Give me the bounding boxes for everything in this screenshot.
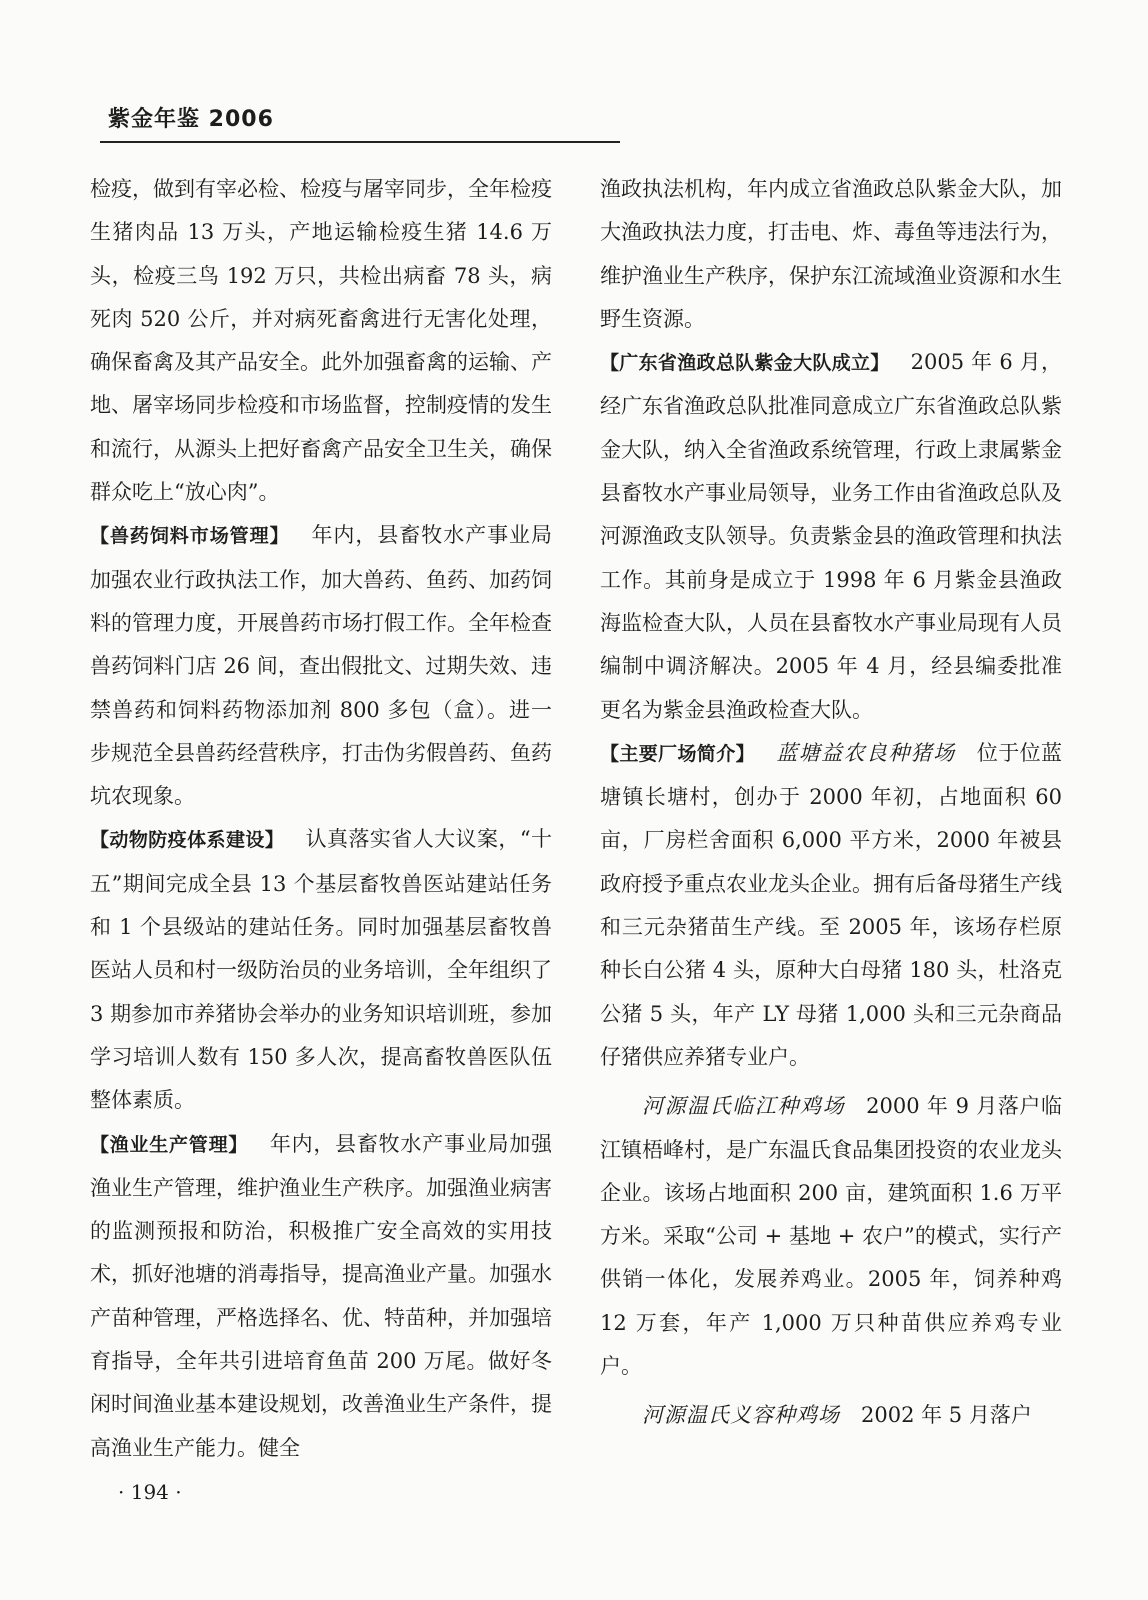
- section-paragraph: [90, 1123, 552, 1470]
- section-paragraph: [600, 341, 1062, 732]
- farm-text: 2000 年 9 月落户临江镇梧峰村，是广东温氏食品集团投资的农业龙头企业。该场占地面积 200 亩，建筑面积 1.6 万平方米。采取“公司 + 基地 + 农户”的模式，实行产供销一体化，发展养鸡业。2005 年，饲养种鸡 12 万套，年产 1,000 万只种苗供应养鸡专业户。: [600, 1094, 1062, 1379]
- paragraph: 渔政执法机构，年内成立省渔政总队紫金大队，加大渔政执法力度，打击电、炸、毒鱼等违法行为，维护渔业生产秩序，保护东江流域渔业资源和水生野生资源。: [600, 177, 1062, 331]
- running-header: 紫金年鉴 2006: [108, 107, 274, 132]
- farm-name: 河源温氏义容种鸡场: [642, 1403, 840, 1428]
- section-text: 2005 年 6 月，经广东省渔政总队批准同意成立广东省渔政总队紫金大队，纳入全省渔政系统管理，行政上隶属紫金县畜牧水产事业局领导，业务工作由省渔政总队及河源渔政支队领导。负责紫金县的渔政管理和执法工作。其前身是成立于 1998 年 6 月紫金县渔政海监检查大队，人员在县畜牧水产事业局现有人员编制中调济解决。2005 年 4 月，经县编委批准更名为紫金县渔政检查大队。: [600, 350, 1062, 722]
- section-paragraph: [600, 732, 1062, 1079]
- farm-paragraph: [600, 1085, 1062, 1388]
- section-heading: 【兽药饲料市场管理】: [90, 525, 290, 548]
- farm-name: 河源温氏临江种鸡场: [642, 1094, 846, 1119]
- farm-paragraph: [600, 1394, 1062, 1437]
- section-heading: 【动物防疫体系建设】: [90, 829, 285, 852]
- section-text: 位于位蓝塘镇长塘村，创办于 2000 年初，占地面积 60 亩，厂房栏舍面积 6,000 平方米，2000 年被县政府授予重点农业龙头企业。拥有后备母猪生产线和三元杂猪苗生产线。至 2005 年，该场存栏原种长白公猪 4 头，原种大白母猪 180 头，杜洛克公猪 5 头，年产 LY 母猪 1,000 头和三元杂商品仔猪供应养猪专业户。: [600, 740, 1062, 1069]
- section-paragraph: [90, 818, 552, 1122]
- page-number: · 194 ·: [118, 1480, 182, 1504]
- section-heading: 【渔业生产管理】: [90, 1133, 249, 1156]
- section-text: 年内，县畜牧水产事业局加强农业行政执法工作，加大兽药、鱼药、加药饲料的管理力度，开展兽药市场打假工作。全年检查兽药饲料门店 26 间，查出假批文、过期失效、违禁兽药和饲料药物添加剂 800 多包（盒）。进一步规范全县兽药经营秩序，打击伪劣假兽药、鱼药坑农现象。: [90, 523, 552, 809]
- left-column: [90, 168, 552, 1470]
- section-paragraph: [90, 514, 552, 818]
- section-heading: 【广东省渔政总队紫金大队成立】: [600, 352, 890, 375]
- section-text: 认真落实省人大议案，“十五”期间完成全县 13 个基层畜牧兽医站建站任务和 1 个县级站的建站任务。同时加强基层畜牧兽医站人员和村一级防治员的业务培训，全年组织了 3 期参加市养猪协会举办的业务知识培训班，参加学习培训人数有 150 多人次，提高畜牧兽医队伍整体素质。: [90, 827, 552, 1113]
- section-text: 年内，县畜牧水产事业局加强渔业生产管理，维护渔业生产秩序。加强渔业病害的监测预报和防治，积极推广安全高效的实用技术，抓好池塘的消毒指导，提高渔业产量。加强水产苗种管理，严格选择名、优、特苗种，并加强培育指导，全年共引进培育鱼苗 200 万尾。做好冬闲时间渔业基本建设规划，改善渔业生产条件，提高渔业生产能力。健全: [90, 1131, 552, 1460]
- farm-text: 2002 年 5 月落户: [861, 1403, 1032, 1428]
- farm-name: 蓝塘益农良种猪场: [776, 740, 956, 765]
- paragraph: 检疫，做到有宰必检、检疫与屠宰同步，全年检疫生猪肉品 13 万头，产地运输检疫生猪 14.6 万头，检疫三鸟 192 万只，共检出病畜 78 头，病死肉 520 公斤，并对病死畜禽进行无害化处理，确保畜禽及其产品安全。此外加强畜禽的运输、产地、屠宰场同步检疫和市场监督，控制疫情的发生和流行，从源头上把好畜禽产品安全卫生关，确保群众吃上“放心肉”。: [90, 177, 552, 505]
- right-column: [600, 168, 1062, 1438]
- section-heading: 【主要厂场简介】: [600, 742, 756, 765]
- header-rule: [100, 141, 620, 143]
